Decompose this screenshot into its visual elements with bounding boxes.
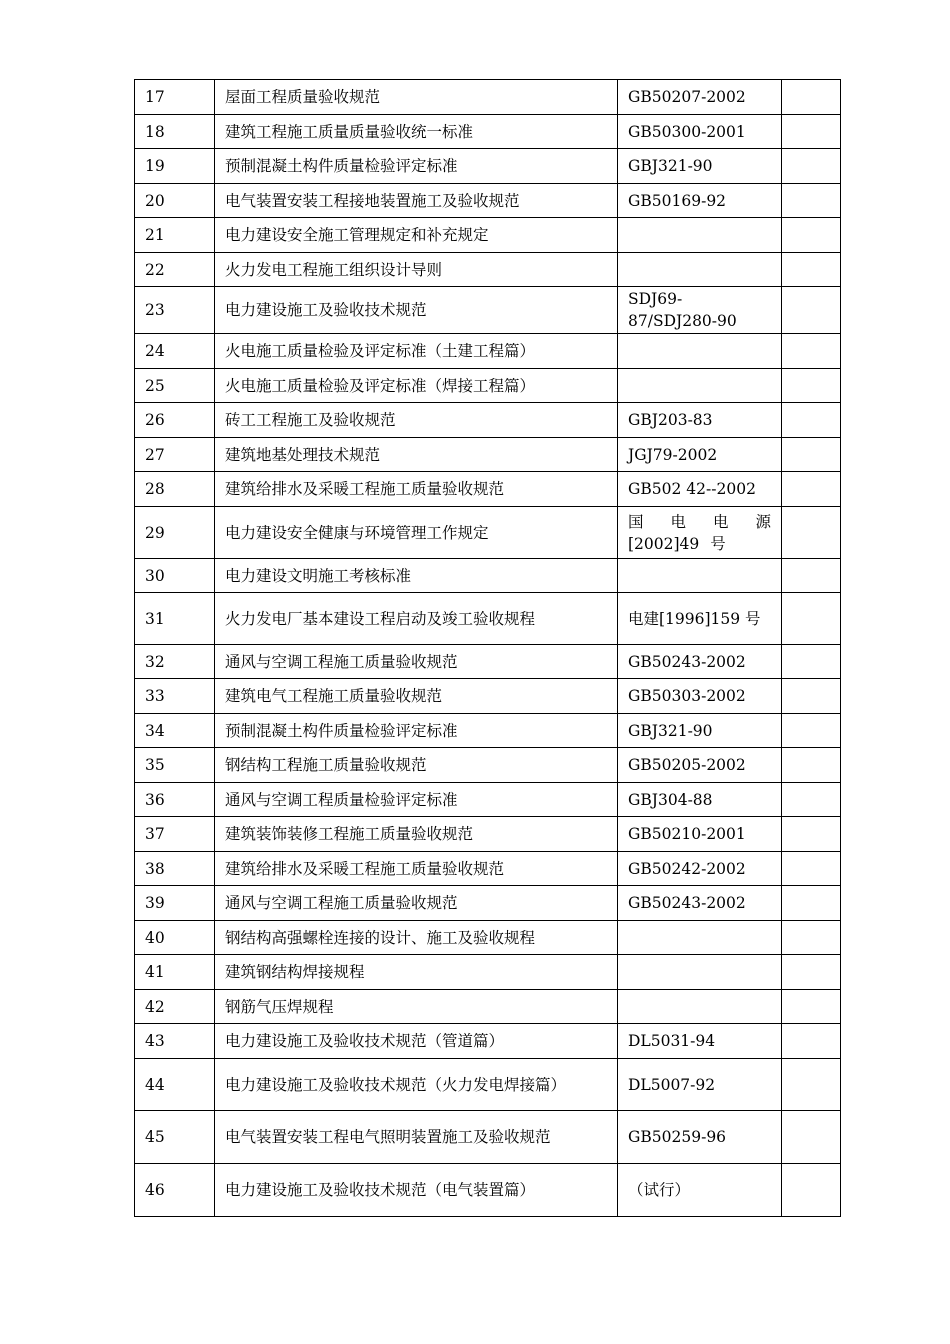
table-row	[135, 817, 841, 852]
remark-cell	[782, 1024, 841, 1059]
standard-code: 国 电 电 源 [2002]49 号	[618, 507, 782, 559]
remark-cell	[782, 403, 841, 438]
standard-name: 砖工工程施工及验收规范	[215, 403, 618, 438]
row-number: 37	[135, 817, 215, 852]
standard-code	[618, 253, 782, 287]
standard-name: 电力建设安全施工管理规定和补充规定	[215, 218, 618, 253]
table-row	[135, 921, 841, 955]
remark-cell	[782, 817, 841, 852]
standard-name: 预制混凝土构件质量检验评定标准	[215, 714, 618, 748]
standard-code	[618, 921, 782, 955]
table-row	[135, 1164, 841, 1217]
table-row	[135, 714, 841, 748]
standard-code	[618, 955, 782, 990]
standard-code: GB50243-2002	[618, 645, 782, 679]
row-number: 31	[135, 593, 215, 645]
standard-name: 建筑钢结构焊接规程	[215, 955, 618, 990]
row-number: 27	[135, 438, 215, 472]
table-row	[135, 218, 841, 253]
remark-cell	[782, 438, 841, 472]
standard-name: 钢结构工程施工质量验收规范	[215, 748, 618, 783]
remark-cell	[782, 645, 841, 679]
remark-cell	[782, 1111, 841, 1164]
standard-name: 屋面工程质量验收规范	[215, 80, 618, 115]
row-number: 18	[135, 115, 215, 149]
standard-name: 电力建设安全健康与环境管理工作规定	[215, 507, 618, 559]
standard-name: 电力建设施工及验收技术规范（电气装置篇）	[215, 1164, 618, 1217]
standard-code	[618, 369, 782, 403]
standard-code: GB50300-2001	[618, 115, 782, 149]
table-row	[135, 184, 841, 218]
standard-code	[618, 559, 782, 593]
remark-cell	[782, 472, 841, 507]
table-row	[135, 886, 841, 921]
standard-code: GB50169-92	[618, 184, 782, 218]
row-number: 23	[135, 287, 215, 334]
table-row	[135, 287, 841, 334]
standard-name: 火力发电工程施工组织设计导则	[215, 253, 618, 287]
table-row	[135, 403, 841, 438]
standard-code: （试行）	[618, 1164, 782, 1217]
standard-name: 钢结构高强螺栓连接的设计、施工及验收规程	[215, 921, 618, 955]
row-number: 43	[135, 1024, 215, 1059]
standard-code: GB50243-2002	[618, 886, 782, 921]
remark-cell	[782, 921, 841, 955]
table-row	[135, 783, 841, 817]
table-row	[135, 990, 841, 1024]
standard-name: 建筑地基处理技术规范	[215, 438, 618, 472]
table-row	[135, 253, 841, 287]
remark-cell	[782, 253, 841, 287]
row-number: 44	[135, 1059, 215, 1111]
standard-code: GBJ203-83	[618, 403, 782, 438]
standard-code: GB50210-2001	[618, 817, 782, 852]
table-row	[135, 1059, 841, 1111]
table-row	[135, 438, 841, 472]
table-row	[135, 149, 841, 184]
table-row	[135, 507, 841, 559]
standard-code: SDJ69-87/SDJ280-90	[618, 287, 782, 334]
row-number: 38	[135, 852, 215, 886]
remark-cell	[782, 507, 841, 559]
remark-cell	[782, 714, 841, 748]
row-number: 39	[135, 886, 215, 921]
remark-cell	[782, 184, 841, 218]
remark-cell	[782, 334, 841, 369]
standard-name: 建筑给排水及采暖工程施工质量验收规范	[215, 472, 618, 507]
remark-cell	[782, 990, 841, 1024]
table-row	[135, 679, 841, 714]
row-number: 21	[135, 218, 215, 253]
row-number: 42	[135, 990, 215, 1024]
table-row	[135, 1111, 841, 1164]
row-number: 46	[135, 1164, 215, 1217]
standard-name: 通风与空调工程质量检验评定标准	[215, 783, 618, 817]
standard-code: DL5031-94	[618, 1024, 782, 1059]
remark-cell	[782, 559, 841, 593]
table-row	[135, 369, 841, 403]
remark-cell	[782, 593, 841, 645]
standard-name: 通风与空调工程施工质量验收规范	[215, 645, 618, 679]
standard-name: 通风与空调工程施工质量验收规范	[215, 886, 618, 921]
standards-table	[134, 79, 841, 1217]
remark-cell	[782, 886, 841, 921]
standard-code: GBJ304-88	[618, 783, 782, 817]
row-number: 34	[135, 714, 215, 748]
standard-name: 火电施工质量检验及评定标准（土建工程篇）	[215, 334, 618, 369]
row-number: 32	[135, 645, 215, 679]
remark-cell	[782, 1164, 841, 1217]
row-number: 19	[135, 149, 215, 184]
row-number: 36	[135, 783, 215, 817]
standard-name: 电力建设施工及验收技术规范（火力发电焊接篇）	[215, 1059, 618, 1111]
remark-cell	[782, 679, 841, 714]
table-row	[135, 955, 841, 990]
remark-cell	[782, 1059, 841, 1111]
table-row	[135, 559, 841, 593]
standard-name: 钢筋气压焊规程	[215, 990, 618, 1024]
standard-code: GB50303-2002	[618, 679, 782, 714]
table-row	[135, 334, 841, 369]
row-number: 45	[135, 1111, 215, 1164]
standard-code: DL5007-92	[618, 1059, 782, 1111]
remark-cell	[782, 80, 841, 115]
standard-code: 电建[1996]159 号	[618, 593, 782, 645]
standard-name: 火力发电厂基本建设工程启动及竣工验收规程	[215, 593, 618, 645]
row-number: 33	[135, 679, 215, 714]
standard-name: 建筑工程施工质量质量验收统一标准	[215, 115, 618, 149]
row-number: 22	[135, 253, 215, 287]
remark-cell	[782, 955, 841, 990]
standard-name: 建筑给排水及采暖工程施工质量验收规范	[215, 852, 618, 886]
table-row	[135, 115, 841, 149]
table-row	[135, 80, 841, 115]
remark-cell	[782, 115, 841, 149]
row-number: 29	[135, 507, 215, 559]
remark-cell	[782, 783, 841, 817]
row-number: 40	[135, 921, 215, 955]
table-row	[135, 748, 841, 783]
standard-name: 电力建设文明施工考核标准	[215, 559, 618, 593]
standard-name: 火电施工质量检验及评定标准（焊接工程篇）	[215, 369, 618, 403]
table-row	[135, 852, 841, 886]
remark-cell	[782, 748, 841, 783]
table-row	[135, 1024, 841, 1059]
row-number: 20	[135, 184, 215, 218]
remark-cell	[782, 287, 841, 334]
standard-code	[618, 218, 782, 253]
standard-name: 建筑电气工程施工质量验收规范	[215, 679, 618, 714]
standard-code	[618, 990, 782, 1024]
standard-code: GB50207-2002	[618, 80, 782, 115]
standard-name: 电力建设施工及验收技术规范（管道篇）	[215, 1024, 618, 1059]
standard-name: 预制混凝土构件质量检验评定标准	[215, 149, 618, 184]
remark-cell	[782, 149, 841, 184]
remark-cell	[782, 852, 841, 886]
standard-code	[618, 334, 782, 369]
standard-name: 电气装置安装工程接地装置施工及验收规范	[215, 184, 618, 218]
standard-name: 电力建设施工及验收技术规范	[215, 287, 618, 334]
table-row	[135, 645, 841, 679]
table-row	[135, 472, 841, 507]
row-number: 26	[135, 403, 215, 438]
standard-code: GBJ321-90	[618, 149, 782, 184]
row-number: 41	[135, 955, 215, 990]
row-number: 25	[135, 369, 215, 403]
standard-name: 电气装置安装工程电气照明装置施工及验收规范	[215, 1111, 618, 1164]
standard-code: GB502 42--2002	[618, 472, 782, 507]
row-number: 24	[135, 334, 215, 369]
standard-code: GB50259-96	[618, 1111, 782, 1164]
remark-cell	[782, 218, 841, 253]
row-number: 30	[135, 559, 215, 593]
remark-cell	[782, 369, 841, 403]
standard-code: GB50205-2002	[618, 748, 782, 783]
row-number: 17	[135, 80, 215, 115]
row-number: 28	[135, 472, 215, 507]
row-number: 35	[135, 748, 215, 783]
standards-table-body	[135, 80, 841, 1217]
standard-code: JGJ79-2002	[618, 438, 782, 472]
standard-code: GBJ321-90	[618, 714, 782, 748]
standard-name: 建筑装饰装修工程施工质量验收规范	[215, 817, 618, 852]
standard-code: GB50242-2002	[618, 852, 782, 886]
table-row	[135, 593, 841, 645]
